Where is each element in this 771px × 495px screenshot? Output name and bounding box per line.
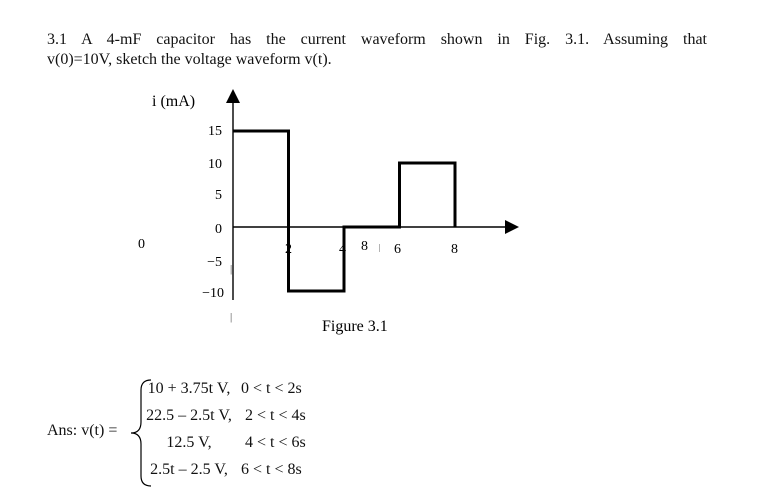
case-row (145, 461, 302, 479)
y-tick-label: 15 (208, 124, 222, 139)
x-tick-label: 8 (361, 239, 368, 254)
case-row (141, 434, 306, 452)
y-tick-label: 0 (215, 222, 222, 237)
stray-marks (230, 243, 381, 323)
answer-block (47, 378, 447, 488)
case-condition: 4 < t < 6s (245, 434, 306, 451)
x-tick-labels (285, 239, 458, 257)
y-tick-label: −5 (207, 255, 222, 270)
case-expression: 10 + 3.75t V, (147, 380, 231, 397)
case-expression: 2.5t – 2.5 V, (150, 461, 228, 478)
answer-label: Ans: v(t) = (47, 422, 118, 439)
y-tick-label: 5 (215, 188, 222, 203)
y-tick-label: 10 (208, 157, 222, 172)
case-row (141, 407, 306, 425)
case-condition: 0 < t < 2s (241, 380, 302, 397)
case-condition: 6 < t < 8s (241, 461, 302, 478)
y-axis-label: i (mA) (152, 93, 196, 110)
y-tick-labels (202, 124, 224, 301)
stray-mark: | (379, 243, 381, 252)
x-tick-label: 4 (339, 242, 346, 257)
x-tick-label: 2 (285, 242, 292, 257)
origin-label: 0 (138, 237, 145, 252)
problem-line-2: v(0)=10V, sketch the voltage waveform v(t). (47, 51, 332, 68)
x-tick-label: 8 (451, 242, 458, 257)
case-expression: 22.5 – 2.5t V, (146, 407, 232, 424)
figure-caption: Figure 3.1 (322, 318, 388, 335)
y-tick-label: −10 (202, 286, 224, 301)
case-expression: 12.5 V, (166, 434, 212, 451)
stray-mark: | (230, 311, 233, 323)
problem-line-1: 3.1 A 4-mF capacitor has the current waveform shown in Fig. 3.1. Assuming that (47, 31, 707, 48)
stray-mark: | (230, 263, 233, 275)
x-tick-label: 6 (394, 242, 401, 257)
current-waveform-line (233, 131, 455, 291)
case-condition: 2 < t < 4s (245, 407, 306, 424)
case-row (145, 380, 302, 398)
